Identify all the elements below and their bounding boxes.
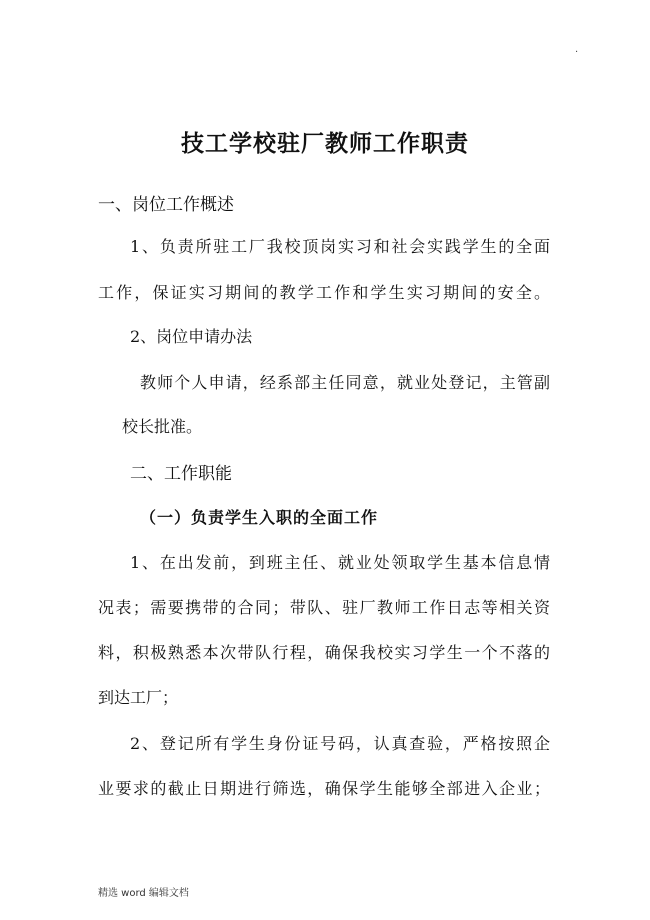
section-2-item-2-line-1: 2、登记所有学生身份证号码，认真查验，严格按照企	[130, 734, 550, 753]
page-footer: 精选 word 编辑文档	[98, 888, 189, 899]
section-1-heading: 一、岗位工作概述	[98, 195, 234, 215]
section-1-item-1-line-1: 1、负责所驻工厂我校顶岗实习和社会实践学生的全面	[130, 237, 550, 256]
section-1-item-2-line-1: 教师个人申请，经系部主任同意，就业处登记，主管副	[140, 373, 550, 392]
corner-mark: .	[575, 44, 579, 55]
section-2-item-1-line-2: 况表；需要携带的合同；带队、驻厂教师工作日志等相关资	[98, 598, 550, 617]
section-1-item-2-line-2: 校长批准。	[122, 417, 203, 436]
section-1-item-1-line-2: 工作，保证实习期间的教学工作和学生实习期间的安全。	[98, 283, 550, 302]
section-2-subheading: （一）负责学生入职的全面工作	[140, 508, 379, 527]
section-2-item-1-line-1: 1、在出发前，到班主任、就业处领取学生基本信息情	[130, 553, 550, 572]
page-title: 技工学校驻厂教师工作职责	[181, 131, 469, 157]
section-2-item-1-line-4: 到达工厂；	[98, 688, 179, 707]
section-2-heading: 二、工作职能	[130, 464, 232, 484]
section-1-item-2-label: 2、岗位申请办法	[130, 327, 253, 346]
section-2-item-2-line-2: 业要求的截止日期进行筛选，确保学生能够全部进入企业；	[98, 779, 550, 798]
section-2-item-1-line-3: 料，积极熟悉本次带队行程，确保我校实习学生一个不落的	[98, 643, 550, 662]
